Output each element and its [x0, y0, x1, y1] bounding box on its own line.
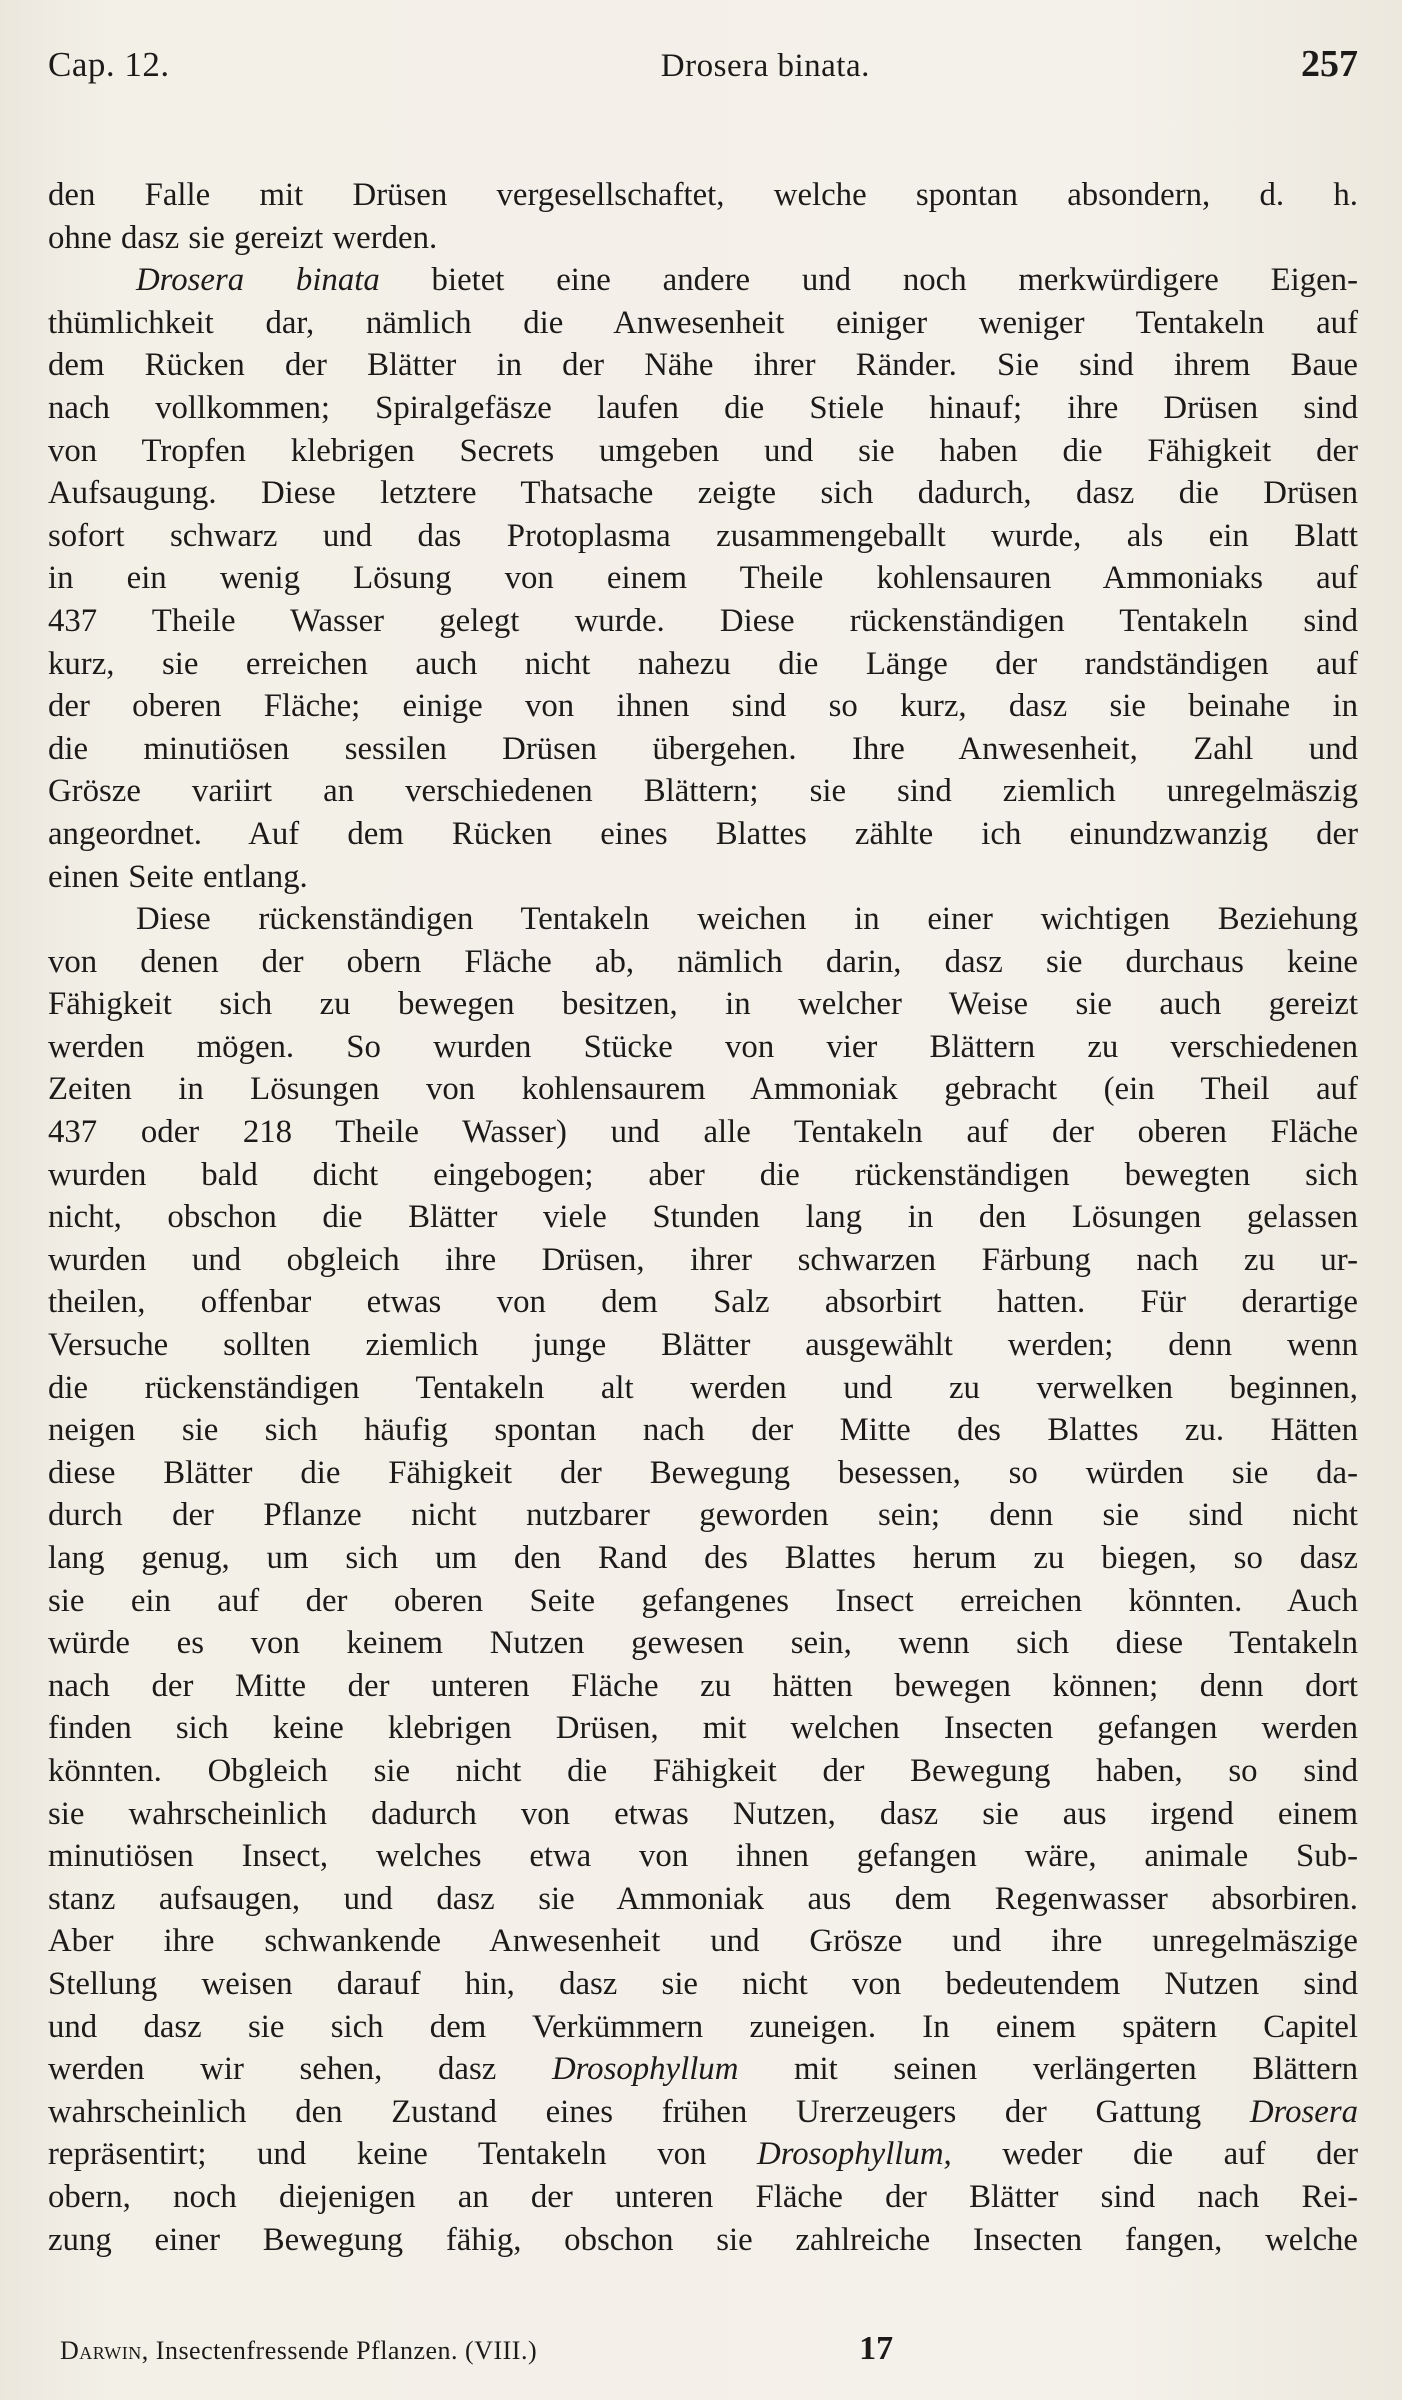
text-line: [48, 1324, 1358, 1367]
text-line: [48, 387, 1358, 430]
text-line: [48, 1963, 1358, 2006]
text-segment: Stellung weisen darauf hin, dasz sie nicht von bedeutendem Nutzen sind: [48, 1965, 1358, 2002]
text-line: [48, 1111, 1358, 1154]
text-line: [48, 2006, 1358, 2049]
text-segment: 437 Theile Wasser gelegt wurde. Diese rückenständigen Tentakeln sind: [48, 602, 1358, 639]
text-line: [48, 1281, 1358, 1324]
text-line: [48, 1878, 1358, 1921]
text-line: [48, 813, 1358, 856]
text-segment: Diese rückenständigen Tentakeln weichen in einer wichtigen Beziehung: [136, 901, 1358, 938]
italic-term: Drosera: [1249, 2093, 1358, 2130]
italic-term: Drosera binata: [136, 262, 380, 299]
text-segment: Grösze variirt an verschiedenen Blättern; sie sind ziemlich unregelmäszig: [48, 773, 1358, 810]
text-line: [48, 472, 1358, 515]
text-line: [48, 1409, 1358, 1452]
text-segment: 437 oder 218 Theile Wasser) und alle Tentakeln auf der oberen Fläche: [48, 1114, 1358, 1151]
text-line: [48, 770, 1358, 813]
text-segment: und dasz sie sich dem Verkümmern zuneigen. In einem spätern Capitel: [48, 2008, 1358, 2045]
running-title: Drosera binata.: [660, 48, 870, 84]
text-segment: diese Blätter die Fähigkeit der Bewegung besessen, so würden sie da-: [48, 1454, 1358, 1491]
text-segment: Aufsaugung. Diese letztere Thatsache zeigte sich dadurch, dasz die Drüsen: [48, 475, 1358, 512]
italic-term: Drosophyllum: [551, 2051, 739, 2088]
text-segment: bietet eine andere und noch merkwürdigere Eigen-: [379, 262, 1358, 299]
text-segment: werden wir sehen, dasz: [48, 2051, 552, 2088]
text-line: [48, 1622, 1358, 1665]
text-line: [48, 1920, 1358, 1963]
text-segment: theilen, offenbar etwas von dem Salz absorbirt hatten. Für derartige: [48, 1284, 1358, 1321]
text-segment: finden sich keine klebrigen Drüsen, mit welchen Insecten gefangen werden: [48, 1710, 1358, 1747]
text-segment: zung einer Bewegung fähig, obschon sie zahlreiche Insecten fangen, welche: [48, 2221, 1358, 2258]
text-line: [48, 643, 1358, 686]
footer-signature-line: [60, 2336, 537, 2366]
text-segment: Fähigkeit sich zu bewegen besitzen, in welcher Weise sie auch gereizt: [48, 986, 1358, 1023]
text-segment: würde es von keinem Nutzen gewesen sein, wenn sich diese Tentakeln: [48, 1625, 1358, 1662]
text-segment: mit seinen verlängerten Blättern: [738, 2051, 1358, 2088]
text-segment: nach der Mitte der unteren Fläche zu hätten bewegen können; denn dort: [48, 1667, 1358, 1704]
text-line: [48, 600, 1358, 643]
text-segment: lang genug, um sich um den Rand des Blattes herum zu biegen, so dasz: [48, 1540, 1358, 1576]
text-segment: Aber ihre schwankende Anwesenheit und Grösze und ihre unregelmäszige: [48, 1923, 1358, 1960]
text-line: [48, 983, 1358, 1026]
text-segment: werden mögen. So wurden Stücke von vier Blättern zu verschiedenen: [48, 1028, 1358, 1065]
chapter-label: Cap. 12.: [48, 45, 170, 84]
text-line: [48, 941, 1358, 984]
text-line: [48, 1068, 1358, 1111]
text-segment: den Falle mit Drüsen vergesellschaftet, welche spontan absondern, d. h.: [48, 177, 1358, 213]
text-segment: einen Seite entlang.: [48, 858, 308, 895]
text-segment: wurden und obgleich ihre Drüsen, ihrer schwarzen Färbung nach zu ur-: [48, 1241, 1358, 1278]
page-footer: [60, 2330, 1358, 2368]
text-line: [48, 1707, 1358, 1750]
text-segment: Zeiten in Lösungen von kohlensaurem Ammoniak gebracht (ein Theil auf: [48, 1071, 1358, 1108]
footer-author: Darwin: [60, 2336, 142, 2365]
text-line: [48, 1239, 1358, 1282]
text-line: [48, 728, 1358, 771]
text-line: [48, 1750, 1358, 1793]
text-segment: könnten. Obgleich sie nicht die Fähigkeit der Bewegung haben, so sind: [48, 1752, 1358, 1789]
text-segment: dem Rücken der Blätter in der Nähe ihrer Ränder. Sie sind ihrem Baue: [48, 347, 1358, 384]
text-segment: wurden bald dicht eingebogen; aber die rückenständigen bewegten sich: [48, 1156, 1358, 1193]
text-segment: durch der Pflanze nicht nutzbarer geworden sein; denn sie sind nicht: [48, 1497, 1358, 1534]
text-segment: sie ein auf der oberen Seite gefangenes Insect erreichen könnten. Auch: [48, 1582, 1358, 1619]
printer-signature-number: 17: [859, 2330, 894, 2367]
text-segment: der oberen Fläche; einige von ihnen sind so kurz, dasz sie beinahe in: [48, 688, 1358, 725]
text-segment: die minutiösen sessilen Drüsen übergehen. Ihre Anwesenheit, Zahl und: [48, 730, 1358, 767]
text-line: [48, 1367, 1358, 1410]
text-line: [48, 1494, 1358, 1537]
italic-term: Drosophyllum,: [757, 2136, 952, 2173]
text-line: [48, 1537, 1358, 1580]
text-line: [48, 557, 1358, 600]
text-segment: kurz, sie erreichen auch nicht nahezu die Länge der randständigen auf: [48, 645, 1358, 682]
text-segment: sofort schwarz und das Protoplasma zusammengeballt wurde, als ein Blatt: [48, 517, 1358, 554]
text-line: [48, 1835, 1358, 1878]
text-line: [48, 1452, 1358, 1495]
text-line: [48, 430, 1358, 473]
text-line: [48, 1196, 1358, 1239]
text-line: [48, 856, 1358, 899]
text-line: [48, 1665, 1358, 1708]
text-segment: minutiösen Insect, welches etwa von ihnen gefangen wäre, animale Sub-: [48, 1838, 1358, 1875]
text-line: [48, 174, 1358, 217]
text-segment: ohne dasz sie gereizt werden.: [48, 219, 438, 256]
text-segment: angeordnet. Auf dem Rücken eines Blattes zählte ich einundzwanzig der: [48, 815, 1358, 852]
running-header: [48, 42, 1358, 102]
text-line: [48, 2048, 1358, 2091]
text-segment: von denen der obern Fläche ab, nämlich darin, dasz sie durchaus keine: [48, 943, 1358, 980]
body-text: [48, 174, 1358, 2261]
text-line: [48, 344, 1358, 387]
text-line: [48, 1793, 1358, 1836]
page-number: 257: [1301, 43, 1358, 85]
text-segment: obern, noch diejenigen an der unteren Fläche der Blätter sind nach Rei-: [48, 2178, 1358, 2215]
text-segment: repräsentirt; und keine Tentakeln von: [48, 2136, 758, 2173]
text-segment: wahrscheinlich den Zustand eines frühen Urerzeugers der Gattung: [48, 2093, 1250, 2130]
text-segment: stanz aufsaugen, und dasz sie Ammoniak aus dem Regenwasser absorbiren.: [48, 1880, 1358, 1917]
text-segment: die rückenständigen Tentakeln alt werden und zu verwelken beginnen,: [48, 1369, 1358, 1406]
text-line: [48, 2133, 1358, 2176]
text-line: [48, 2091, 1358, 2134]
text-segment: Versuche sollten ziemlich junge Blätter ausgewählt werden; denn wenn: [48, 1327, 1358, 1364]
text-line: [48, 259, 1358, 302]
text-line: [48, 2219, 1358, 2262]
text-line: [48, 1026, 1358, 1069]
text-segment: sie wahrscheinlich dadurch von etwas Nutzen, dasz sie aus irgend einem: [48, 1795, 1358, 1832]
text-line: [48, 898, 1358, 941]
text-line: [48, 302, 1358, 345]
text-segment: in ein wenig Lösung von einem Theile kohlensauren Ammoniaks auf: [48, 560, 1358, 597]
text-line: [48, 1154, 1358, 1197]
text-line: [48, 685, 1358, 728]
text-segment: nach vollkommen; Spiralgefäsze laufen die Stiele hinauf; ihre Drüsen sind: [48, 389, 1358, 426]
footer-book-title: , Insectenfressende Pflanzen. (VIII.): [141, 2336, 538, 2365]
text-segment: nicht, obschon die Blätter viele Stunden lang in den Lösungen gelassen: [48, 1199, 1358, 1236]
text-segment: neigen sie sich häufig spontan nach der Mitte des Blattes zu. Hätten: [48, 1412, 1358, 1449]
text-segment: von Tropfen klebrigen Secrets umgeben und sie haben die Fähigkeit der: [48, 432, 1358, 469]
text-segment: weder die auf der: [951, 2136, 1358, 2173]
text-line: [48, 2176, 1358, 2219]
text-line: [48, 515, 1358, 558]
text-segment: thümlichkeit dar, nämlich die Anwesenheit einiger weniger Tentakeln auf: [48, 304, 1358, 341]
text-line: [48, 217, 1358, 260]
text-line: [48, 1580, 1358, 1623]
